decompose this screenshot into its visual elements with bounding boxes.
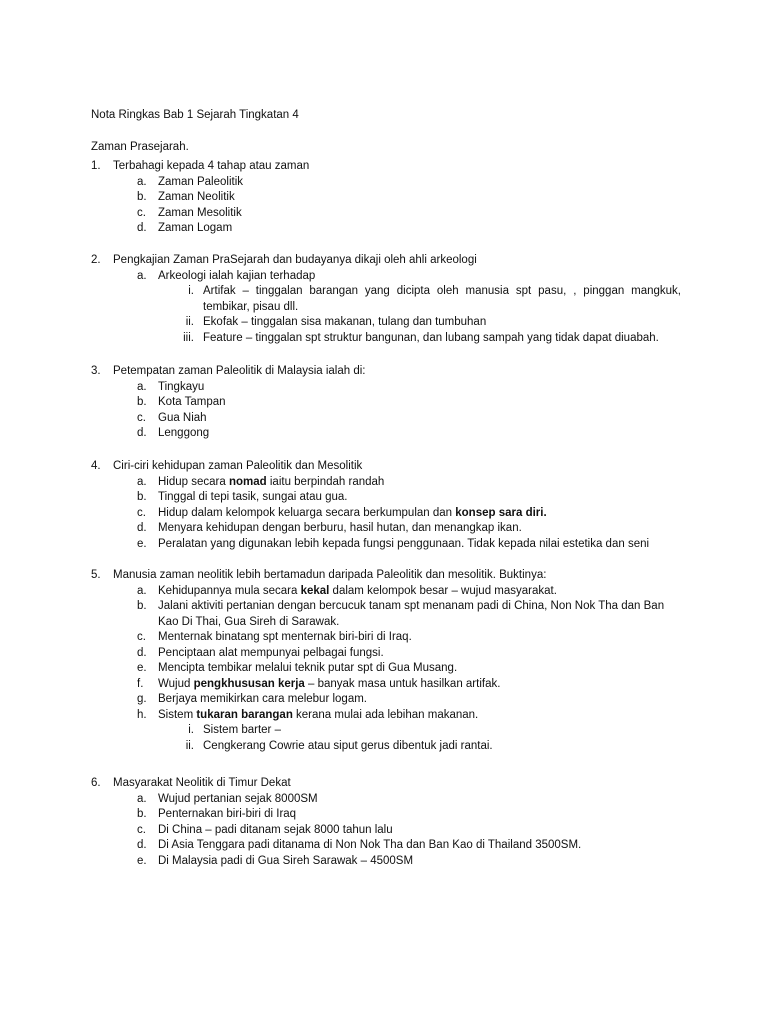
item-letter: d. bbox=[137, 222, 147, 234]
text-run: Tingkayu bbox=[158, 380, 205, 393]
roman-item bbox=[158, 739, 681, 755]
item-text bbox=[158, 395, 681, 411]
list-item bbox=[117, 854, 681, 870]
list-item bbox=[117, 677, 681, 693]
roman-item-text: Cengkerang Cowrie atau siput gerus dibentuk jadi rantai. bbox=[203, 739, 493, 752]
roman-numeral: iii. bbox=[183, 331, 194, 344]
roman-item bbox=[158, 315, 681, 331]
section-header bbox=[91, 459, 681, 475]
text-run: Hidup secara bbox=[158, 475, 229, 488]
roman-item bbox=[158, 284, 681, 315]
item-letter: e. bbox=[137, 537, 147, 550]
list-item bbox=[117, 190, 681, 206]
section-number: 3. bbox=[91, 365, 101, 377]
item-text bbox=[158, 426, 681, 442]
list-item bbox=[117, 426, 681, 442]
list-item bbox=[117, 475, 681, 491]
item-text bbox=[158, 661, 681, 677]
list-item bbox=[117, 490, 681, 506]
text-run: Hidup dalam kelompok keluarga secara berkumpulan dan bbox=[158, 506, 456, 519]
roman-list bbox=[91, 723, 681, 754]
bold-term: tukaran barangan bbox=[196, 708, 293, 721]
sub-list bbox=[91, 380, 681, 442]
item-letter: c. bbox=[137, 411, 146, 424]
item-letter: e. bbox=[137, 662, 147, 674]
item-text bbox=[158, 584, 681, 600]
item-text bbox=[158, 599, 681, 630]
roman-item bbox=[158, 723, 681, 739]
list-item bbox=[117, 599, 681, 630]
text-run: Sistem bbox=[158, 708, 197, 721]
item-text bbox=[158, 708, 681, 724]
list-section bbox=[91, 253, 681, 346]
text-run: iaitu berpindah randah bbox=[266, 475, 385, 488]
text-run: Kota Tampan bbox=[158, 396, 226, 408]
list-item bbox=[117, 506, 681, 522]
section-text: Pengkajian Zaman PraSejarah dan budayanya dikaji oleh ahli arkeologi bbox=[113, 254, 477, 266]
item-letter: d. bbox=[137, 646, 147, 659]
list-item bbox=[117, 708, 681, 724]
list-item bbox=[117, 807, 681, 823]
sub-list bbox=[91, 792, 681, 870]
sub-list bbox=[91, 269, 681, 347]
item-letter: d. bbox=[137, 427, 147, 439]
sub-list bbox=[91, 584, 681, 755]
item-text bbox=[158, 521, 681, 537]
item-letter: a. bbox=[137, 584, 147, 597]
list-item bbox=[117, 206, 681, 222]
text-run: Zaman Logam bbox=[158, 222, 233, 234]
text-run: kerana mulai ada lebihan makanan. bbox=[292, 708, 479, 721]
text-run: Penciptaan alat mempunyai pelbagai fungsi. bbox=[158, 646, 384, 659]
roman-item-text: Feature – tinggalan spt struktur bangunan, dan lubang sampah yang tidak dapat diuabah. bbox=[203, 331, 659, 344]
sub-list bbox=[91, 475, 681, 553]
item-letter: e. bbox=[137, 854, 147, 867]
list-item bbox=[117, 661, 681, 677]
item-letter: h. bbox=[137, 708, 147, 721]
item-text bbox=[158, 490, 681, 506]
item-text bbox=[158, 190, 681, 206]
text-run: Penternakan biri-biri di Iraq bbox=[158, 808, 297, 820]
item-text bbox=[158, 646, 681, 662]
item-text bbox=[158, 221, 681, 237]
item-letter: a. bbox=[137, 175, 147, 188]
item-letter: a. bbox=[137, 475, 147, 488]
section-text: Petempatan zaman Paleolitik di Malaysia ialah di: bbox=[113, 365, 366, 377]
roman-list bbox=[91, 284, 681, 346]
item-text bbox=[158, 677, 681, 693]
list-item bbox=[117, 630, 681, 646]
list-item bbox=[117, 380, 681, 396]
section-heading: Zaman Prasejarah. bbox=[91, 141, 189, 153]
list-item bbox=[117, 584, 681, 600]
list-item bbox=[117, 792, 681, 808]
item-text bbox=[158, 807, 681, 823]
text-run: Kehidupannya mula secara bbox=[158, 584, 301, 597]
list-section bbox=[91, 568, 681, 754]
section-header bbox=[91, 253, 681, 269]
item-text bbox=[158, 630, 681, 646]
bold-term: pengkhususan kerja bbox=[193, 677, 305, 690]
item-letter: c. bbox=[137, 506, 146, 519]
text-run: Arkeologi ialah kajian terhadap bbox=[158, 269, 316, 282]
list-item bbox=[117, 221, 681, 237]
section-header bbox=[91, 776, 681, 792]
text-run: Tinggal di tepi tasik, sungai atau gua. bbox=[158, 491, 348, 503]
list-item bbox=[117, 175, 681, 191]
item-text bbox=[158, 823, 681, 839]
text-run: Gua Niah bbox=[158, 411, 207, 424]
section-number: 6. bbox=[91, 777, 101, 789]
list-item bbox=[117, 269, 681, 285]
item-text bbox=[158, 175, 681, 191]
item-text bbox=[158, 411, 681, 427]
text-run: Lenggong bbox=[158, 427, 210, 439]
item-text bbox=[158, 269, 681, 285]
section-number: 4. bbox=[91, 460, 101, 472]
list-item bbox=[117, 395, 681, 411]
section-text: Manusia zaman neolitik lebih bertamadun daripada Paleolitik dan mesolitik. Buktinya: bbox=[113, 569, 547, 581]
text-run: dalam kelompok besar – wujud masyarakat. bbox=[329, 584, 557, 597]
roman-numeral: ii. bbox=[185, 316, 194, 328]
list-section bbox=[91, 364, 681, 442]
item-letter: f. bbox=[137, 677, 144, 690]
text-run: Zaman Paleolitik bbox=[158, 175, 244, 188]
section-header bbox=[91, 568, 681, 584]
list-item bbox=[117, 521, 681, 537]
roman-item bbox=[158, 331, 681, 347]
list-section bbox=[91, 459, 681, 552]
text-run: Berjaya memikirkan cara melebur logam. bbox=[158, 693, 367, 705]
roman-item-text: Sistem barter – bbox=[203, 724, 281, 736]
list-section bbox=[91, 776, 681, 869]
text-run: Di China – padi ditanam sejak 8000 tahun lalu bbox=[158, 823, 393, 836]
section-number: 2. bbox=[91, 254, 101, 266]
text-run: Menternak binatang spt menternak biri-biri di Iraq. bbox=[158, 631, 412, 643]
list-item bbox=[117, 537, 681, 553]
item-text bbox=[158, 537, 681, 553]
bold-term: konsep sara diri. bbox=[455, 506, 547, 519]
sub-list bbox=[91, 175, 681, 237]
text-run: Jalani aktiviti pertanian dengan bercucuk tanam spt menanam padi di China, Non Nok Tha dan Ban Kao Di Thai, Gua Sireh di Sarawak. bbox=[158, 600, 665, 628]
roman-numeral: ii. bbox=[185, 739, 194, 752]
roman-numeral: i. bbox=[188, 724, 194, 736]
bold-term: kekal bbox=[300, 584, 330, 597]
text-run: Wujud pertanian sejak 8000SM bbox=[158, 792, 318, 805]
item-letter: b. bbox=[137, 396, 147, 408]
section-text: Ciri-ciri kehidupan zaman Paleolitik dan Mesolitik bbox=[113, 460, 363, 472]
item-letter: d. bbox=[137, 522, 147, 534]
item-letter: b. bbox=[137, 600, 147, 612]
section-number: 1. bbox=[91, 160, 101, 172]
item-letter: d. bbox=[137, 839, 147, 851]
item-letter: c. bbox=[137, 823, 146, 836]
item-letter: a. bbox=[137, 792, 147, 805]
item-text bbox=[158, 792, 681, 808]
item-letter: b. bbox=[137, 808, 147, 820]
roman-item-text: Artifak – tinggalan barangan yang dicipta oleh manusia spt pasu, , pinggan mangkuk, tembikar, pisau dll. bbox=[203, 285, 681, 313]
list-section bbox=[91, 159, 681, 237]
item-text bbox=[158, 206, 681, 222]
bold-term: nomad bbox=[228, 475, 267, 488]
item-text bbox=[158, 475, 681, 491]
item-text bbox=[158, 692, 681, 708]
text-run: Wujud bbox=[158, 677, 194, 690]
section-text: Masyarakat Neolitik di Timur Dekat bbox=[113, 777, 291, 789]
list-item bbox=[117, 838, 681, 854]
list-item bbox=[117, 692, 681, 708]
section-number: 5. bbox=[91, 569, 101, 581]
item-letter: b. bbox=[137, 191, 147, 203]
text-run: Di Asia Tenggara padi ditanama di Non Nok Tha dan Ban Kao di Thailand 3500SM. bbox=[158, 839, 582, 851]
text-run: – banyak masa untuk hasilkan artifak. bbox=[304, 677, 501, 690]
item-letter: g. bbox=[137, 693, 147, 705]
list-item bbox=[117, 823, 681, 839]
section-header bbox=[91, 159, 681, 175]
section-text: Terbahagi kepada 4 tahap atau zaman bbox=[113, 160, 310, 172]
item-letter: c. bbox=[137, 206, 146, 219]
item-text bbox=[158, 380, 681, 396]
list-item bbox=[117, 646, 681, 662]
text-run: Peralatan yang digunakan lebih kepada fungsi penggunaan. Tidak kepada nilai estetika dan seni bbox=[158, 537, 650, 550]
item-text bbox=[158, 838, 681, 854]
text-run: Menyara kehidupan dengan berburu, hasil hutan, dan menangkap ikan. bbox=[158, 522, 522, 534]
item-text bbox=[158, 854, 681, 870]
item-letter: a. bbox=[137, 269, 147, 282]
list-item bbox=[117, 411, 681, 427]
text-run: Zaman Neolitik bbox=[158, 191, 235, 203]
roman-numeral: i. bbox=[188, 285, 194, 297]
section-header bbox=[91, 364, 681, 380]
item-letter: b. bbox=[137, 491, 147, 503]
text-run: Mencipta tembikar melalui teknik putar spt di Gua Musang. bbox=[158, 662, 458, 674]
text-run: Di Malaysia padi di Gua Sireh Sarawak – 4500SM bbox=[158, 854, 414, 867]
roman-item-text: Ekofak – tinggalan sisa makanan, tulang dan tumbuhan bbox=[203, 316, 487, 328]
item-letter: a. bbox=[137, 380, 147, 393]
text-run: Zaman Mesolitik bbox=[158, 206, 242, 219]
page-title: Nota Ringkas Bab 1 Sejarah Tingkatan 4 bbox=[91, 109, 299, 121]
item-text bbox=[158, 506, 681, 522]
item-letter: c. bbox=[137, 631, 146, 643]
